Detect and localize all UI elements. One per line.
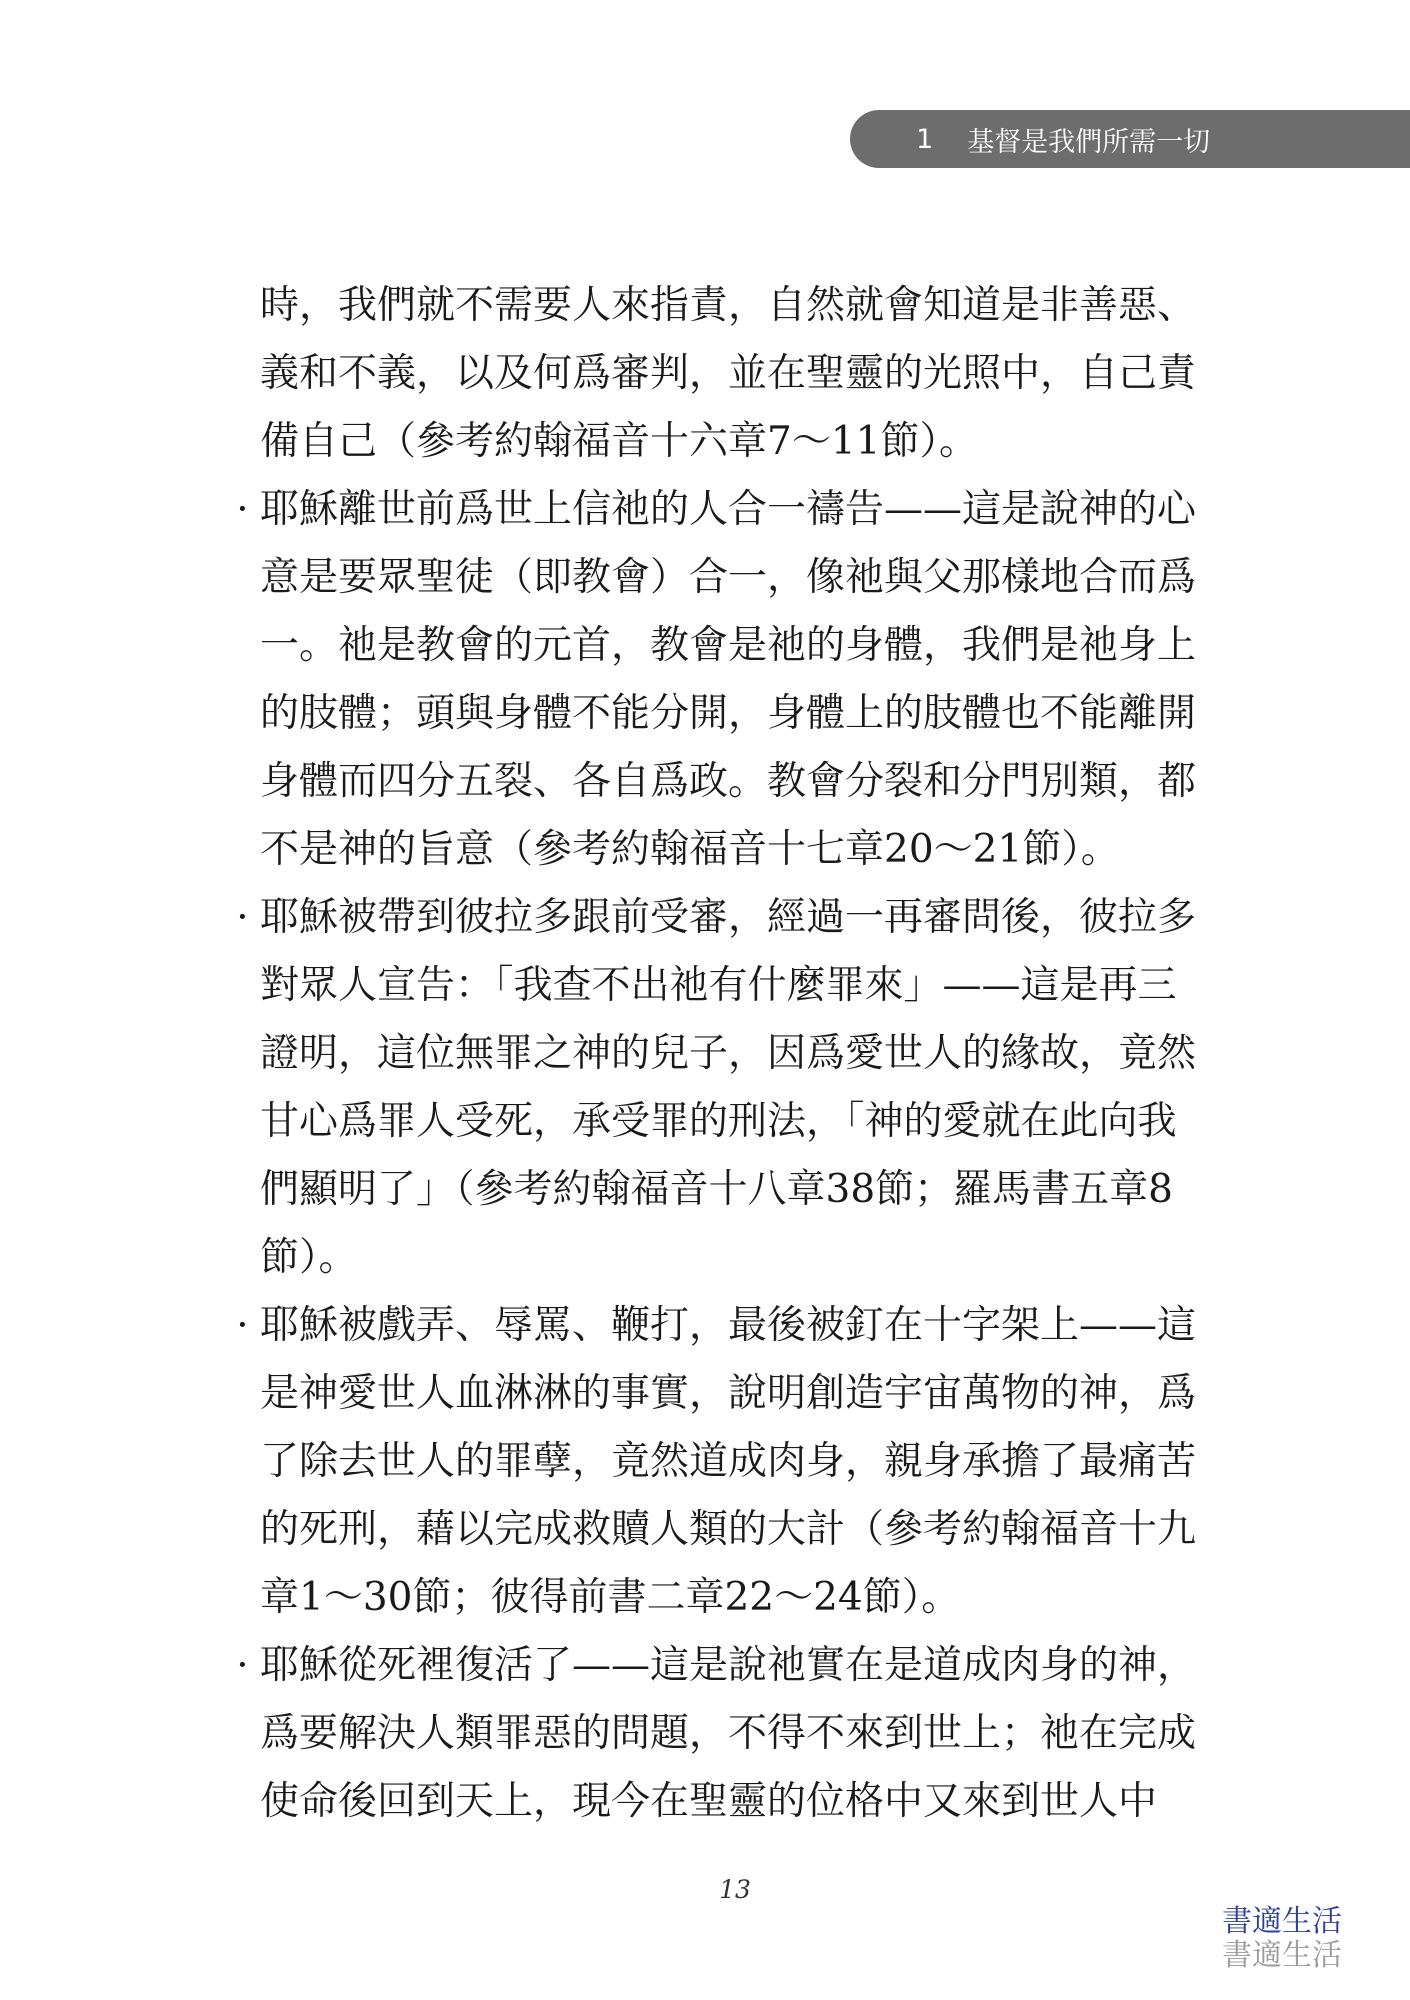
text-line-content: 是神愛世人血淋淋的事實，說明創造宇宙萬物的神，爲 — [260, 1371, 1197, 1416]
bullet-line — [225, 476, 1255, 544]
watermark-line: 書適生活 — [1222, 1938, 1342, 1973]
text-line — [225, 1768, 1255, 1836]
text-line — [225, 952, 1255, 1020]
text-line-content: 耶穌從死裡復活了——這是說祂實在是道成肉身的神， — [260, 1643, 1197, 1688]
text-line-content: 耶穌被帶到彼拉多跟前受審，經過一再審問後，彼拉多 — [260, 895, 1197, 940]
text-line — [225, 1088, 1255, 1156]
text-line — [225, 408, 1255, 476]
body-text — [225, 272, 1255, 1836]
text-line-content: 甘心爲罪人受死，承受罪的刑法，「神的愛就在此向我 — [260, 1099, 1177, 1144]
text-line-content: 時，我們就不需要人來指責，自然就會知道是非善惡、 — [260, 283, 1197, 328]
chapter-header-tab — [850, 110, 1410, 168]
text-line-content: 證明，這位無罪之神的兒子，因爲愛世人的緣故，竟然 — [260, 1031, 1197, 1076]
text-line-content: 耶穌離世前爲世上信祂的人合一禱告——這是說神的心 — [260, 487, 1197, 532]
bullet-line — [225, 884, 1255, 952]
text-line — [225, 1496, 1255, 1564]
text-line — [225, 612, 1255, 680]
text-line — [225, 1224, 1255, 1292]
bullet-line — [225, 1632, 1255, 1700]
bullet-marker: · — [236, 1303, 249, 1348]
text-line-content: 節）。 — [260, 1235, 358, 1280]
text-line — [225, 1428, 1255, 1496]
text-line-content: 耶穌被戲弄、辱罵、鞭打，最後被釘在十字架上——這 — [260, 1303, 1197, 1348]
text-line-content: 意是要眾聖徒（即教會）合一，像祂與父那樣地合而爲 — [260, 555, 1197, 600]
text-line-content: 爲要解決人類罪惡的問題，不得不來到世上；祂在完成 — [260, 1711, 1197, 1756]
chapter-number: 1 — [916, 123, 934, 155]
bullet-marker: · — [236, 895, 249, 940]
text-line-content: 對眾人宣告：「我查不出祂有什麼罪來」——這是再三 — [260, 963, 1177, 1008]
watermark — [1222, 1905, 1342, 1973]
bullet-marker: · — [236, 487, 249, 532]
text-line — [225, 748, 1255, 816]
text-line — [225, 1564, 1255, 1632]
text-line-content: 章1～30節；彼得前書二章22～24節）。 — [260, 1575, 961, 1620]
text-line-content: 們顯明了」（參考約翰福音十八章38節；羅馬書五章8 — [260, 1167, 1173, 1212]
text-line-content: 的死刑，藉以完成救贖人類的大計（參考約翰福音十九 — [260, 1507, 1197, 1552]
text-line — [225, 1360, 1255, 1428]
page-number: 13 — [719, 1875, 751, 1904]
text-line — [225, 340, 1255, 408]
text-line-content: 不是神的旨意（參考約翰福音十七章20～21節）。 — [260, 827, 1120, 872]
text-line-content: 備自己（參考約翰福音十六章7～11節）。 — [260, 419, 978, 464]
text-line — [225, 272, 1255, 340]
text-line — [225, 680, 1255, 748]
text-line-content: 義和不義，以及何爲審判，並在聖靈的光照中，自己責 — [260, 351, 1197, 396]
bullet-marker: · — [236, 1643, 249, 1688]
bullet-line — [225, 1292, 1255, 1360]
text-line-content: 了除去世人的罪孽，竟然道成肉身，親身承擔了最痛苦 — [260, 1439, 1197, 1484]
text-line — [225, 1700, 1255, 1768]
text-line-content: 使命後回到天上，現今在聖靈的位格中又來到世人中 — [260, 1779, 1158, 1824]
text-line — [225, 544, 1255, 612]
text-line-content: 一。祂是教會的元首，教會是祂的身體，我們是祂身上 — [260, 623, 1197, 668]
chapter-title: 基督是我們所需一切 — [967, 126, 1211, 158]
text-line — [225, 816, 1255, 884]
text-line — [225, 1020, 1255, 1088]
text-line — [225, 1156, 1255, 1224]
text-line-content: 身體而四分五裂、各自爲政。教會分裂和分門別類，都 — [260, 759, 1197, 804]
text-line-content: 的肢體；頭與身體不能分開，身體上的肢體也不能離開 — [260, 691, 1197, 736]
watermark-line: 書適生活 — [1222, 1904, 1342, 1939]
